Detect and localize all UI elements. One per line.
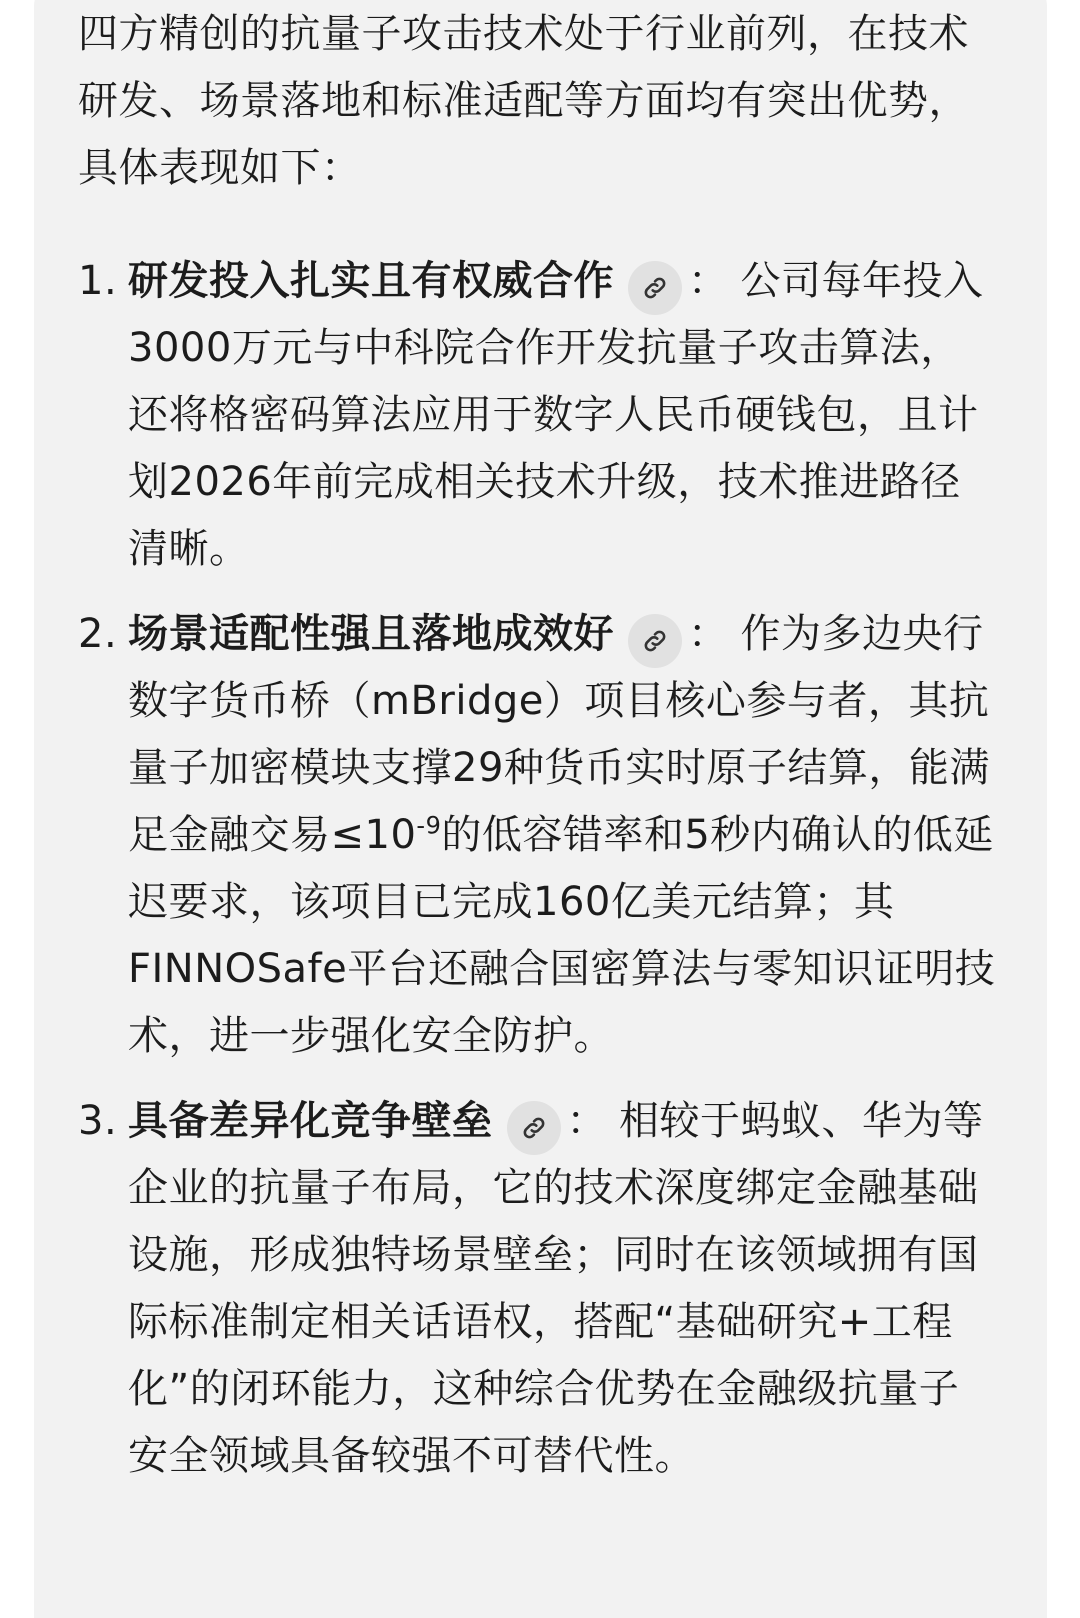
- list-item-body-continued: 的低容错率和5秒内确认的低延迟要求，该项目已完成160亿美元结算；其FINNOSafe平台还融合国密算法与零知识证明技术，进一步强化安全防护。: [128, 812, 996, 1059]
- link-icon: [641, 274, 669, 302]
- list-item-number: 2.: [78, 611, 118, 657]
- link-icon: [520, 1114, 548, 1142]
- list-item-colon: ：: [688, 258, 729, 304]
- source-link-button[interactable]: [628, 261, 682, 315]
- list-item-body: 作为多边央行数字货币桥（mBridge）项目核心参与者，其抗量子加密模块支撑29种货币实时原子结算，能满足金融交易≤10: [128, 611, 990, 858]
- list-item-heading: 研发投入扎实且有权威合作: [128, 258, 614, 304]
- list-item-body: 相较于蚂蚁、华为等企业的抗量子布局，它的技术深度绑定金融基础设施，形成独特场景壁垒；同时在该领域拥有国际标准制定相关话语权，搭配“基础研究+工程化”的闭环能力，这种综合优势在金融级抗量子安全领域具备较强不可替代性。: [128, 1098, 984, 1479]
- intro-paragraph: 四方精创的抗量子攻击技术处于行业前列，在技术研发、场景落地和标准适配等方面均有突出优势，具体表现如下：: [78, 11, 969, 191]
- list-item: [78, 601, 998, 1070]
- link-icon: [641, 627, 669, 655]
- advantages-list: [78, 248, 998, 1490]
- list-item: [78, 248, 998, 583]
- list-item-colon: ：: [688, 611, 729, 657]
- list-item-colon: ：: [566, 1098, 607, 1144]
- source-link-button[interactable]: [507, 1101, 561, 1155]
- list-item-heading: 场景适配性强且落地成效好: [128, 611, 614, 657]
- list-item-heading: 具备差异化竞争壁垒: [128, 1098, 493, 1144]
- exponent: -9: [416, 811, 442, 840]
- source-link-button[interactable]: [628, 614, 682, 668]
- list-item: [78, 1088, 998, 1490]
- assistant-message-content: [78, 0, 998, 1508]
- list-item-body: 公司每年投入3000万元与中科院合作开发抗量子攻击算法，还将格密码算法应用于数字人民币硬钱包，且计划2026年前完成相关技术升级，技术推进路径清晰。: [128, 258, 984, 572]
- list-item-number: 3.: [78, 1098, 118, 1144]
- list-item-number: 1.: [78, 258, 118, 304]
